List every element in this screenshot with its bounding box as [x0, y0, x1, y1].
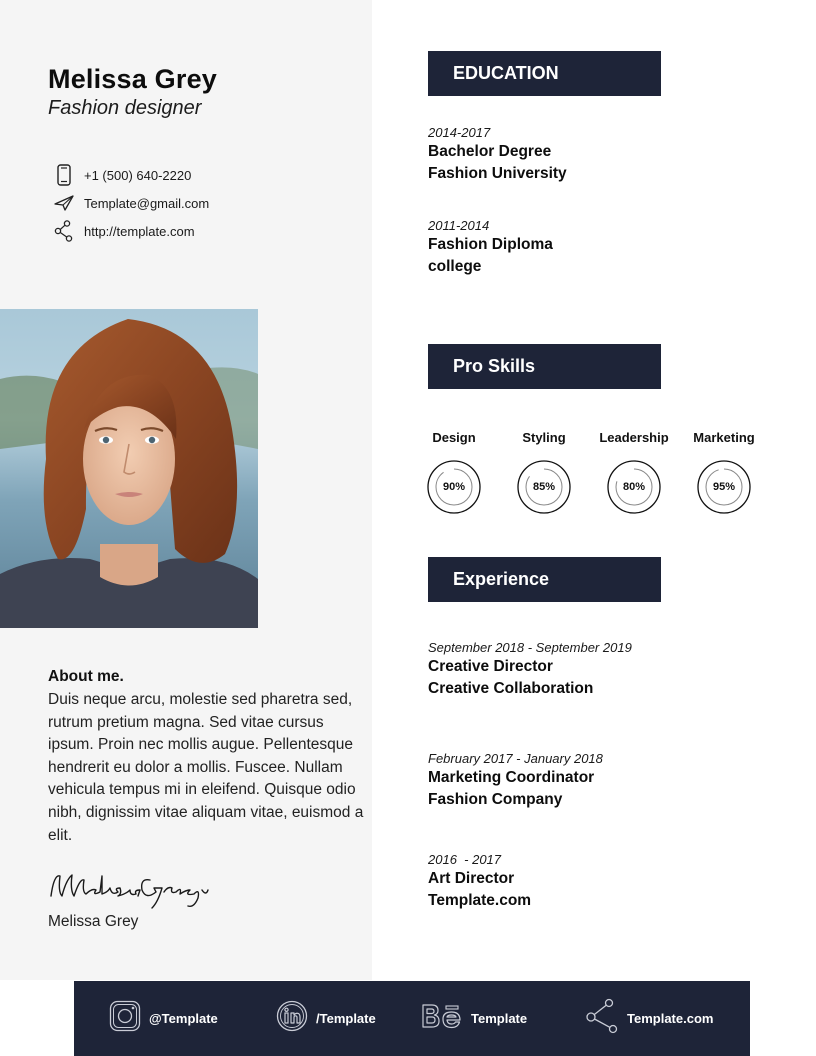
experience-role: Creative Director — [428, 658, 553, 675]
education-date: 2014-2017 — [428, 125, 491, 140]
experience-date: February 2017 - January 2018 — [428, 751, 603, 766]
skill-percent: 80% — [622, 481, 646, 493]
skill-percent: 90% — [442, 481, 466, 493]
skill-percent: 95% — [712, 481, 736, 493]
skill-label: Leadership — [599, 430, 669, 445]
about-title: About me. — [48, 668, 124, 685]
about-text: Duis neque arcu, molestie sed pharetra sed, rutrum pretium magna. Sed vitae cursus ipsum. Proin nec mollis augue. Pellentesque hendrerit eu dolor a mollis. Fuscee. Nullam vehicula tempus mi in eleifend. Quisque odio nibh, dignissim vitae aliquam vitae, euismod a elit. — [48, 691, 364, 844]
skill-ring — [606, 459, 662, 515]
skill-percent: 85% — [532, 481, 556, 493]
signature-image — [48, 866, 213, 915]
education-school: Fashion University — [428, 164, 567, 182]
share-icon — [585, 998, 619, 1039]
behance-icon — [421, 1001, 463, 1036]
skill-label: Design — [432, 430, 476, 445]
skill-label: Marketing — [693, 430, 755, 445]
skill-ring — [696, 459, 752, 515]
skill-styling — [504, 430, 584, 515]
experience-entry — [428, 851, 531, 911]
share-icon — [52, 219, 76, 243]
footer-bar — [74, 981, 750, 1056]
footer-behance-handle[interactable]: Template — [471, 1011, 528, 1026]
footer-instagram[interactable] — [109, 981, 218, 1056]
signature-name: Melissa Grey — [48, 913, 139, 930]
profile-photo — [0, 309, 258, 628]
education-date: 2011-2014 — [428, 218, 490, 233]
skill-leadership — [594, 430, 674, 515]
education-school: college — [428, 257, 482, 275]
footer-linkedin[interactable] — [276, 981, 376, 1056]
skill-marketing — [684, 430, 764, 515]
linkedin-icon — [276, 1000, 308, 1037]
footer-linkedin-handle[interactable]: /Template — [316, 1011, 376, 1026]
contact-email[interactable]: Template@gmail.com — [84, 195, 210, 211]
experience-role: Art Director — [428, 870, 515, 887]
footer-instagram-handle[interactable]: @Template — [149, 1011, 218, 1026]
experience-company: Creative Collaboration — [428, 679, 594, 697]
experience-role: Marketing Coordinator — [428, 769, 595, 786]
footer-behance[interactable] — [421, 981, 527, 1056]
education-degree: Bachelor Degree — [428, 143, 552, 160]
experience-date: 2016 - 2017 — [428, 852, 502, 867]
skill-label: Styling — [522, 430, 566, 445]
education-entry — [428, 217, 553, 277]
experience-header: Experience — [428, 557, 661, 602]
contact-email-row — [52, 191, 210, 215]
footer-website-link[interactable]: Template.com — [627, 1011, 714, 1026]
profile-title: Fashion designer — [48, 97, 202, 119]
experience-company: Fashion Company — [428, 790, 563, 808]
paper-plane-icon — [52, 191, 76, 215]
experience-company: Template.com — [428, 891, 532, 909]
skill-ring — [516, 459, 572, 515]
profile-name: Melissa Grey — [48, 64, 218, 94]
phone-icon — [52, 163, 76, 187]
education-entry — [428, 124, 567, 184]
instagram-icon — [109, 1000, 141, 1037]
skill-design — [414, 430, 494, 515]
skill-ring — [426, 459, 482, 515]
experience-entry — [428, 750, 603, 810]
education-degree: Fashion Diploma — [428, 236, 553, 253]
contact-website[interactable]: http://template.com — [84, 223, 195, 239]
experience-entry — [428, 639, 632, 699]
contact-website-row — [52, 219, 195, 243]
footer-website[interactable] — [585, 981, 713, 1056]
contact-phone-row — [52, 163, 192, 187]
skills-header: Pro Skills — [428, 344, 661, 389]
experience-date: September 2018 - September 2019 — [428, 640, 632, 655]
education-header: EDUCATION — [428, 51, 661, 96]
contact-phone[interactable]: +1 (500) 640-2220 — [84, 167, 192, 183]
